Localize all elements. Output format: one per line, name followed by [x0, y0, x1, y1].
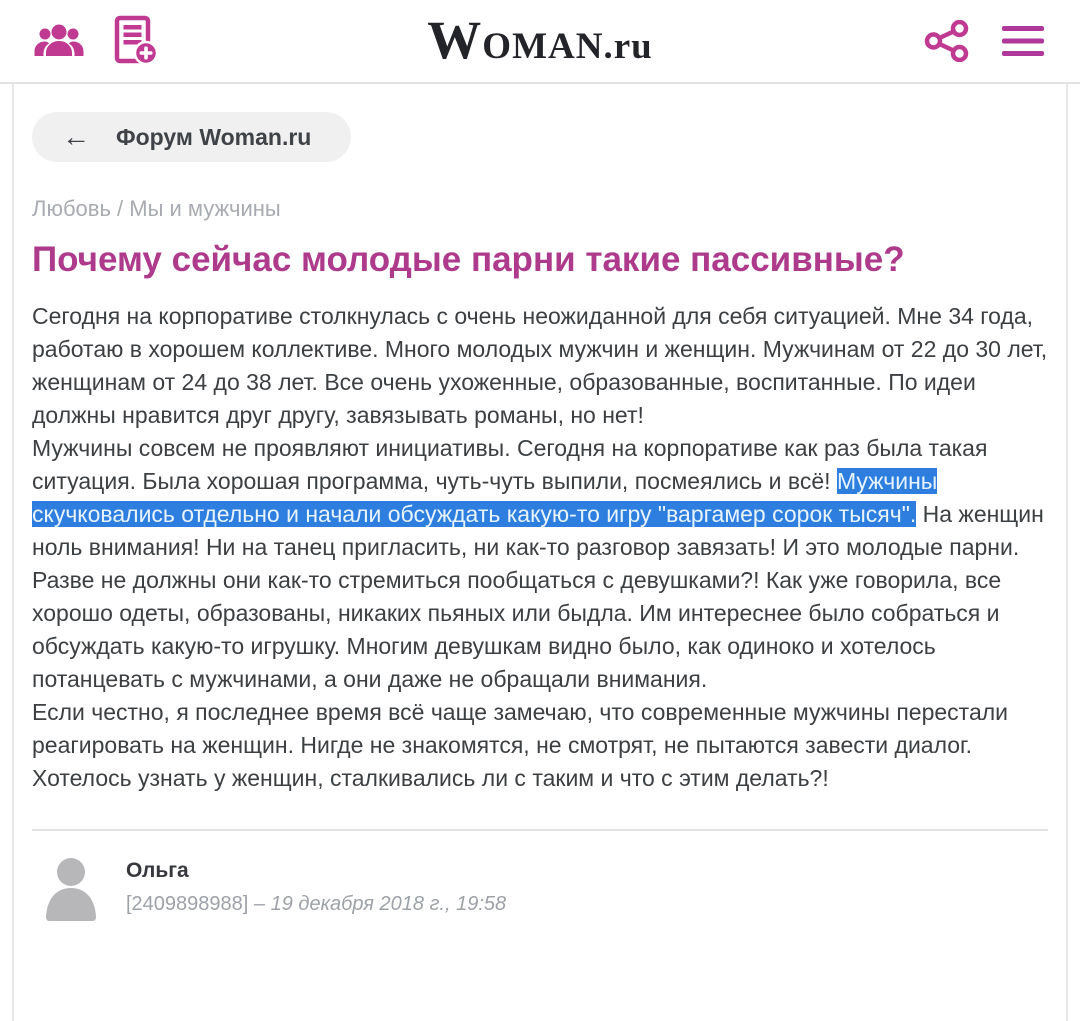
logo-ru: .ru: [603, 25, 653, 67]
post-paragraph-3: Если честно, я последнее время всё чаще замечаю, что современные мужчины перестали реагировать на женщин. Нигде не знакомятся, не смотрят, не пытаются завести диалог. Хотелось узнать у женщин, сталкивались ли с таким и что с этим делать?!: [32, 698, 1009, 791]
paragraph-2-text: Мужчины совсем не проявляют инициативы. Сегодня на корпоративе как раз была такая ситуация. Была хорошая программа, чуть-чуть выпили, посмеялись и всё!: [32, 434, 988, 494]
header-right-icons: [924, 20, 1046, 62]
post-paragraph-2: [32, 432, 1048, 696]
header-left-icons: [34, 15, 158, 67]
author-section: [32, 829, 1048, 921]
people-group-icon[interactable]: [34, 22, 84, 60]
site-logo[interactable]: [427, 9, 652, 71]
share-icon[interactable]: [924, 20, 970, 62]
back-arrow-icon: ←: [62, 121, 90, 152]
back-button-label: Форум Woman.ru: [116, 123, 312, 150]
new-post-document-icon[interactable]: [114, 15, 158, 67]
avatar[interactable]: [44, 855, 100, 921]
post-paragraph-1: Сегодня на корпоративе столкнулась с очень неожиданной для себя ситуацией. Мне 34 года, работаю в хорошем коллективе. Много молодых мужчин и женщин. Мужчинам от 22 до 30 лет, женщинам от 24 до 38 лет. Все очень ухоженные, образованные, воспитанные. По идеи должны нравится друг другу, завязывать романы, но нет!: [32, 302, 1048, 428]
forum-thread-card: [12, 84, 1068, 1021]
post-id: [2409898988]: [126, 892, 249, 915]
author-info: [126, 855, 506, 916]
logo-oman: OMAN: [482, 25, 604, 67]
site-header: [0, 0, 1080, 84]
thread-body: [32, 300, 1048, 795]
thread-title: Почему сейчас молодые парни такие пассивные?: [32, 240, 905, 279]
post-meta: [126, 893, 506, 916]
back-to-forum-button[interactable]: [32, 112, 351, 162]
hamburger-menu-icon[interactable]: [1000, 24, 1046, 58]
selected-text-highlight[interactable]: Мужчины скучковались отдельно и начали обсуждать какую-то игру "варгамер сорок тысяч".: [32, 467, 938, 527]
logo-letter-w: W: [427, 9, 483, 70]
breadcrumb[interactable]: Любовь / Мы и мужчины: [32, 196, 281, 221]
author-name[interactable]: Ольга: [126, 858, 189, 882]
paragraph-2-text-after: На женщин ноль внимания! Ни на танец пригласить, ни как-то разговор завязать! И это молодые парни. Разве не должны они как-то стремиться пообщаться с девушками?! Как уже говорила, все хорошо одеты, образованы, никаких пьяных или быдла. Им интереснее было собраться и обсуждать какую-то игрушку. Многим девушкам видно было, как одиноко и хотелось потанцевать с мужчинами, а они даже не обращали внимания.: [32, 500, 1044, 692]
post-timestamp: – 19 декабря 2018 г., 19:58: [253, 892, 507, 915]
